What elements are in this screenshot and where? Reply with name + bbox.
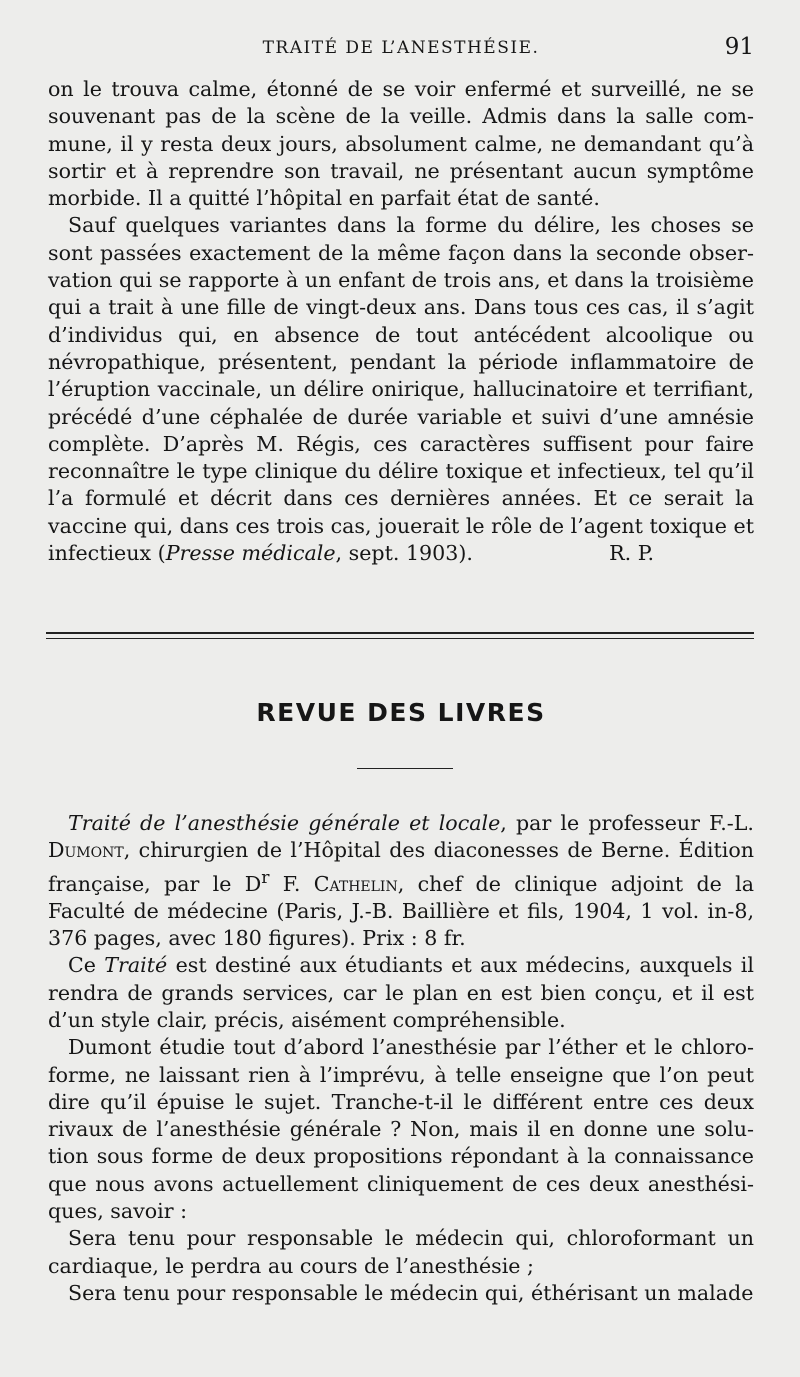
author-signature: R. P.	[609, 541, 654, 566]
page-number: 91	[724, 34, 754, 60]
running-title: TRAITÉ DE L’ANESTHÉSIE.	[262, 38, 540, 58]
paragraph: on le trouva calme, étonné de se voir enfermé et surveillé, ne se souvenant pas de la scène de la veille. Admis dans la salle commune, il y resta deux jours, absolument calme, ne demandant qu’à sortir et à reprendre son travail, ne présentant aucun symptôme morbide. Il a quitté l’hôpital en parfait état de santé.	[48, 77, 754, 211]
paragraph-text: Sauf quelques variantes dans la forme du délire, les choses se sont passées exactement de la même façon dans la seconde observation qui se rapporte à un enfant de trois ans, et dans la troisième qui a trait à une fille de vingt-deux ans. Dans tous ces cas, il s’agit d’individus qui, en absence de tout antécédent alcoolique ou névropathique, présentent, pendant la période inflammatoire de l’éruption vaccinale, un délire onirique, hallucinatoire et terrifiant, précédé d’une céphalée de durée variable et suivi d’une amnésie complète. D’après M. Régis, ces caractères suffisent pour faire reconnaître le type clinique du délire toxique et infectieux, tel qu’il l’a formulé et décrit dans ces dernières années. Et ce serait la vaccine qui, dans ces trois cas, jouerait le rôle de l’agent toxique et infectieux	[48, 213, 754, 566]
journal-name: Presse médicale	[165, 541, 336, 566]
citation-date: , sept. 1903).	[335, 541, 473, 566]
book-reference: Traité de l’anesthésie générale et locale, par le professeur F.-L. Dumont, chirurgien de l’Hôpital des diaconesses de Berne. Édition française, par le $D^r$ F. Cathelin, chef de clinique adjoint de la Faculté de médecine (Paris, J.-B. Baillière et fils, 1904, 1 vol. in-8, 376 pages, avec 180 figures). Prix : 8 fr.	[48, 811, 754, 951]
top-text	[48, 76, 754, 567]
running-header	[48, 34, 754, 64]
author-name: Dumont	[48, 838, 124, 863]
paragraph	[48, 212, 754, 567]
paragraph: Sera tenu pour responsable le médecin qui, chloroformant un cardiaque, le perdra au cours de l’anesthésie ;	[48, 1226, 754, 1278]
citation-open: (	[157, 541, 166, 566]
book-title: Traité de l’anesthésie générale et locale	[68, 811, 501, 835]
paragraph: Sera tenu pour responsable le médecin qui, éthérisant un malade	[68, 1280, 754, 1305]
paragraph: Ce Traité est destiné aux étudiants et aux médecins, auxquels il rendra de grands services, car le plan en est bien conçu, et il est d’un style clair, précis, aisément compréhensible.	[48, 953, 754, 1032]
review-text	[48, 810, 754, 1307]
title-underline	[357, 768, 453, 769]
section-title: REVUE DES LIVRES	[256, 698, 546, 727]
translator-name: Cathelin	[313, 871, 398, 896]
paragraph: Dumont étudie tout d’abord l’anesthésie par l’éther et le chloroforme, ne laissant rien à l’imprévu, à telle enseigne que l’on peut dire qu’il épuise le sujet. Tranche-t-il le différent entre ces deux rivaux de l’anesthésie générale ? Non, mais il en donne une solution sous forme de deux propositions répondant à la connaissance que nous avons actuellement cliniquement de ces deux anesthésiques, savoir :	[48, 1035, 754, 1224]
section-divider	[46, 632, 754, 642]
